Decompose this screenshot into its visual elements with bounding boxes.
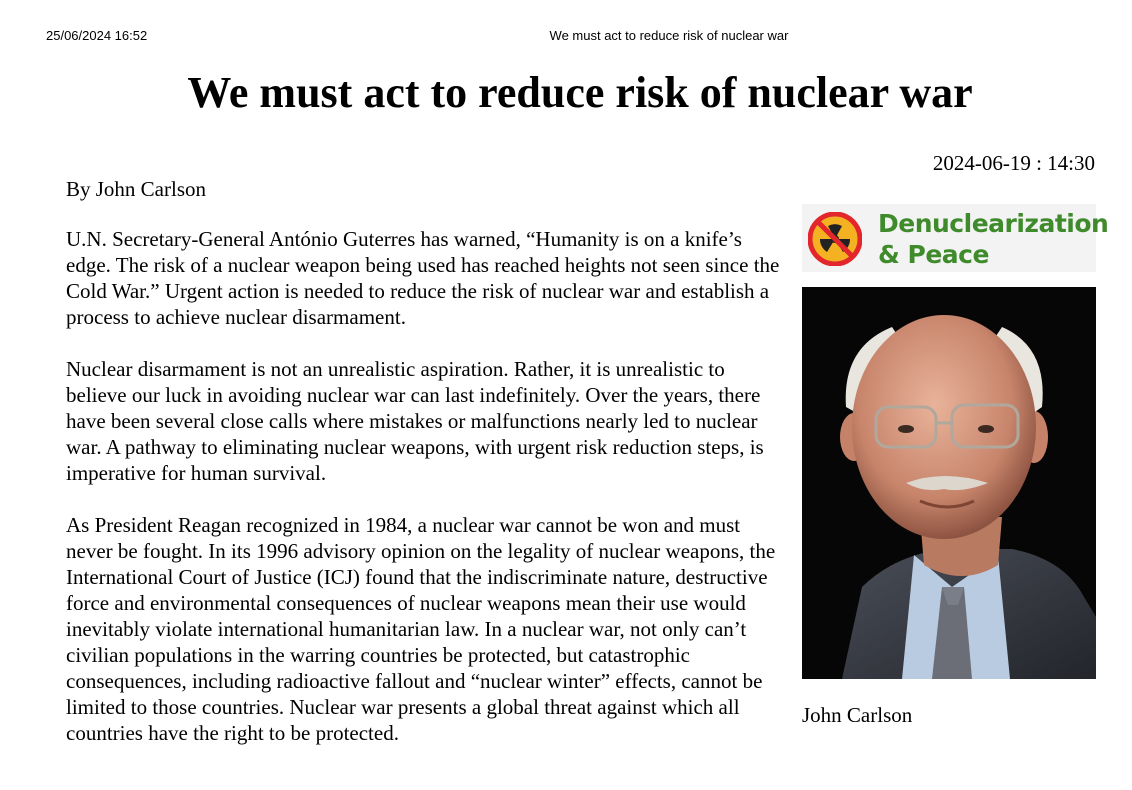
print-page-title: We must act to reduce risk of nuclear war <box>549 28 789 43</box>
article-paragraph: U.N. Secretary-General António Guterres has warned, “Humanity is on a knife’s edge. The risk of a nuclear weapon being used has reached heights not seen since the Cold War.” Urgent action is needed to reduce the risk of nuclear war and establish a process to achieve nuclear disarmament. <box>66 227 780 329</box>
article-paragraph: Nuclear disarmament is not an unrealistic aspiration. Rather, it is unrealistic to believe our luck in avoiding nuclear war can last indefinitely. Over the years, there have been several close calls where mistakes or malfunctions nearly led to nuclear war. A pathway to eliminating nuclear weapons, with urgent risk reduction steps, is imperative for human survival. <box>66 357 764 485</box>
logo-text <box>878 208 1108 270</box>
print-header <box>0 28 1132 46</box>
logo-line-2: & Peace <box>878 240 989 269</box>
logo-line-1: Denuclearization <box>878 209 1109 238</box>
radiation-prohibited-icon <box>808 212 862 266</box>
article-headline: We must act to reduce risk of nuclear war <box>187 68 973 117</box>
print-date: 25/06/2024 16:52 <box>46 28 148 43</box>
article-body <box>66 176 788 772</box>
portrait-photo <box>802 287 1096 679</box>
denuclearization-peace-logo <box>802 204 1109 272</box>
byline: By John Carlson <box>66 177 207 201</box>
article-paragraph: As President Reagan recognized in 1984, a nuclear war cannot be won and must never be fought. In its 1996 advisory opinion on the legality of nuclear weapons, the International Court of Justice (ICJ) found that the indiscriminate nature, destructive force and environmental consequences of nuclear weapons mean their use would inevitably violate international humanitarian law. In a nuclear war, not only can’t civilian populations in the warring countries be protected, but catastrophic consequences, including radioactive fallout and “nuclear winter” effects, cannot be limited to those countries. Nuclear war presents a global threat against which all countries have the right to be protected. <box>66 513 776 745</box>
publish-timestamp: 2024-06-19 : 14:30 <box>932 151 1095 175</box>
photo-caption: John Carlson <box>802 703 913 727</box>
author-photo <box>802 287 1096 679</box>
sidebar <box>802 204 1109 728</box>
